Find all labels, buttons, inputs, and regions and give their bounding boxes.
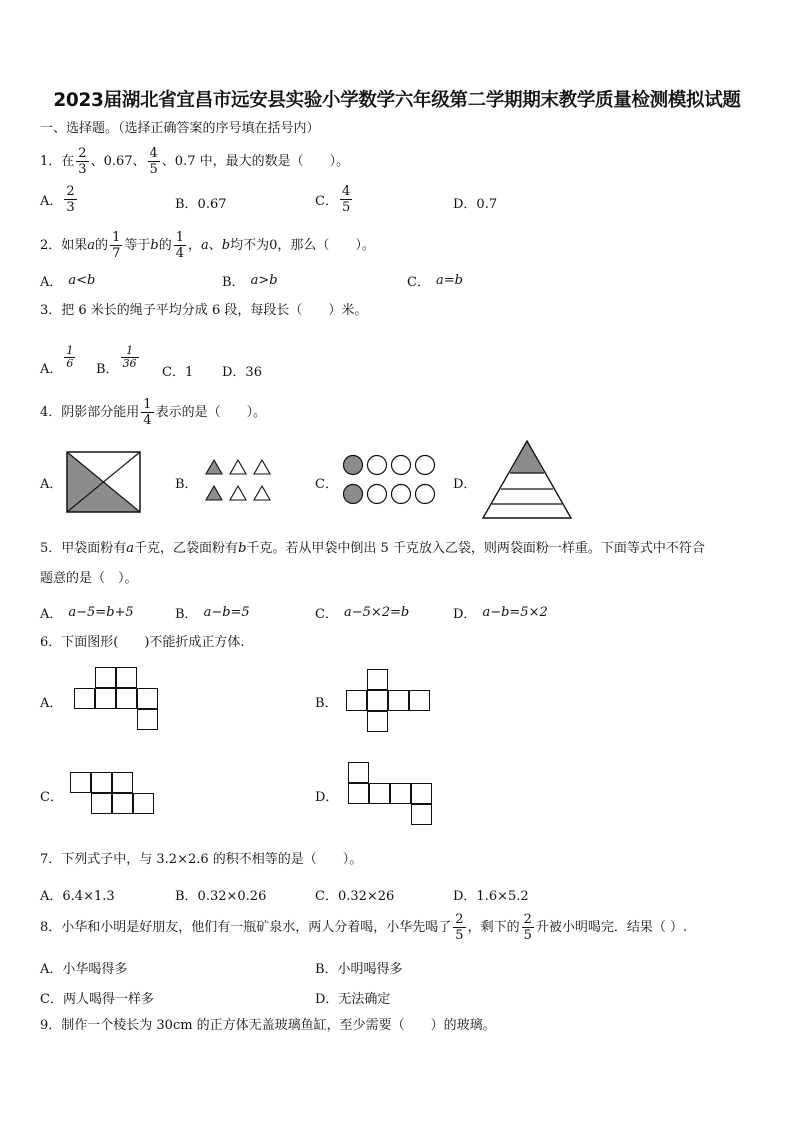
q5-option-c[interactable]: C． a−5×2=b — [315, 605, 410, 622]
question-2: 2．如果 a 的 $\frac{1}{7}$ 等于 b 的 $\frac{1}{4}$ ， a 、 b 均不为0，那么（ ）。 — [40, 230, 375, 261]
fraction: $\frac{1}{7}$ — [112, 230, 121, 261]
q6-option-a-label[interactable]: A． — [40, 696, 63, 711]
question-9: 9．制作一个棱长为 30cm 的正方体无盖玻璃鱼缸，至少需要（ ）的玻璃。 — [40, 1018, 496, 1033]
q6-net-d[interactable] — [348, 762, 438, 830]
q7-option-c[interactable]: C．0.32×26 — [315, 889, 395, 904]
circle — [368, 485, 387, 504]
q4-figure-a[interactable] — [66, 451, 141, 513]
circle — [416, 485, 435, 504]
fraction: $\frac{4}{5}$ — [341, 184, 351, 215]
fraction: $\frac{2}{3}$ — [78, 146, 87, 177]
q8-option-a[interactable]: A．小华喝得多 — [40, 962, 128, 977]
question-5-cont: 题意的是（ ）。 — [40, 571, 138, 586]
fraction: $\frac{1}{4}$ — [175, 230, 184, 261]
question-3: 3．把 6 米长的绳子平均分成 6 段，每段长（ ）米。 — [40, 303, 368, 318]
page-title: 2023届湖北省宜昌市远安县实验小学数学六年级第二学期期末教学质量检测模拟试题 — [53, 90, 741, 111]
circle-shaded — [344, 485, 363, 504]
fraction: $\frac{4}{5}$ — [149, 146, 158, 177]
q1-option-c[interactable]: C． $\frac{4}{5}$ — [315, 184, 351, 215]
q2-option-a[interactable]: A． a<b — [40, 273, 96, 290]
q7-option-d[interactable]: D．1.6×5.2 — [453, 889, 529, 904]
circle — [416, 456, 435, 475]
q3-option-c[interactable]: C．1 — [162, 365, 194, 380]
q1-option-a[interactable]: A． $\frac{2}{3}$ — [40, 184, 75, 215]
q3-option-b[interactable]: B． $\frac{1}{36}$ — [96, 344, 137, 377]
q5-option-b[interactable]: B． a−b=5 — [175, 605, 250, 622]
triangle-shaded — [206, 486, 222, 500]
section-heading: 一、选择题。（选择正确答案的序号填在括号内） — [40, 121, 320, 136]
circle — [392, 456, 411, 475]
shaded-region — [510, 441, 544, 473]
q2-option-c[interactable]: C． a=b — [407, 273, 463, 290]
q5-option-d[interactable]: D． a−b=5×2 — [453, 605, 548, 622]
q4-figure-b[interactable] — [204, 458, 272, 504]
q4-option-a-label[interactable]: A． — [40, 477, 63, 492]
fraction: $\frac{2}{5}$ — [523, 912, 532, 943]
q4-figure-c[interactable] — [341, 453, 437, 507]
q8-option-d[interactable]: D．无法确定 — [315, 992, 391, 1007]
q3-option-d[interactable]: D．36 — [222, 365, 262, 380]
q8-option-b[interactable]: B．小明喝得多 — [315, 962, 403, 977]
circle — [368, 456, 387, 475]
circle — [392, 485, 411, 504]
triangle — [254, 460, 270, 474]
circle-shaded — [344, 456, 363, 475]
q6-option-b-label[interactable]: B． — [315, 696, 338, 711]
question-1: 1．在 $\frac{2}{3}$ 、0.67、 $\frac{4}{5}$ 、0.7 中，最大的数是（ ）。 — [40, 146, 350, 177]
fraction: $\frac{2}{3}$ — [66, 184, 75, 215]
q6-net-b[interactable] — [346, 669, 432, 735]
q4-option-b-label[interactable]: B． — [175, 477, 198, 492]
q3-option-a[interactable]: A． $\frac{1}{6}$ — [40, 344, 74, 377]
q4-option-c-label[interactable]: C． — [315, 477, 338, 492]
q2-option-b[interactable]: B． a>b — [222, 273, 278, 290]
question-8: 8．小华和小明是好朋友，他们有一瓶矿泉水，两人分着喝，小华先喝了 $\frac{2}{5}$ ，剩下的 $\frac{2}{5}$ 升被小明喝完．结果（ ）. — [40, 912, 688, 943]
q1-option-b[interactable]: B．0.67 — [175, 197, 227, 212]
question-7: 7．下列式子中，与 3.2×2.6 的积不相等的是（ ）。 — [40, 852, 363, 867]
q7-option-a[interactable]: A．6.4×1.3 — [40, 889, 115, 904]
triangle-shaded — [206, 460, 222, 474]
fraction: $\frac{1}{6}$ — [66, 344, 74, 370]
q6-option-d-label[interactable]: D． — [315, 790, 339, 805]
question-5: 5．甲袋面粉有 a 千克，乙袋面粉有 b 千克。若从甲袋中倒出 5 千克放入乙袋，则两袋面粉一样重。下面等式中不符合 — [40, 541, 705, 556]
triangle — [230, 460, 246, 474]
fraction: $\frac{1}{36}$ — [122, 344, 137, 370]
fraction: $\frac{1}{4}$ — [143, 397, 152, 428]
triangle — [230, 486, 246, 500]
q4-figure-d[interactable] — [482, 440, 572, 520]
triangle — [254, 486, 270, 500]
q6-net-a[interactable] — [74, 667, 160, 733]
q4-option-d-label[interactable]: D． — [453, 477, 477, 492]
fraction: $\frac{2}{5}$ — [455, 912, 464, 943]
question-6: 6．下面图形( )不能折成正方体. — [40, 635, 245, 650]
q6-option-c-label[interactable]: C． — [40, 790, 63, 805]
q5-option-a[interactable]: A． a−5=b+5 — [40, 605, 134, 622]
q7-option-b[interactable]: B．0.32×0.26 — [175, 889, 267, 904]
q1-option-d[interactable]: D．0.7 — [453, 197, 498, 212]
question-4: 4．阴影部分能用 $\frac{1}{4}$ 表示的是（ ）。 — [40, 397, 267, 428]
q6-net-c[interactable] — [70, 772, 160, 818]
q8-option-c[interactable]: C．两人喝得一样多 — [40, 992, 154, 1007]
